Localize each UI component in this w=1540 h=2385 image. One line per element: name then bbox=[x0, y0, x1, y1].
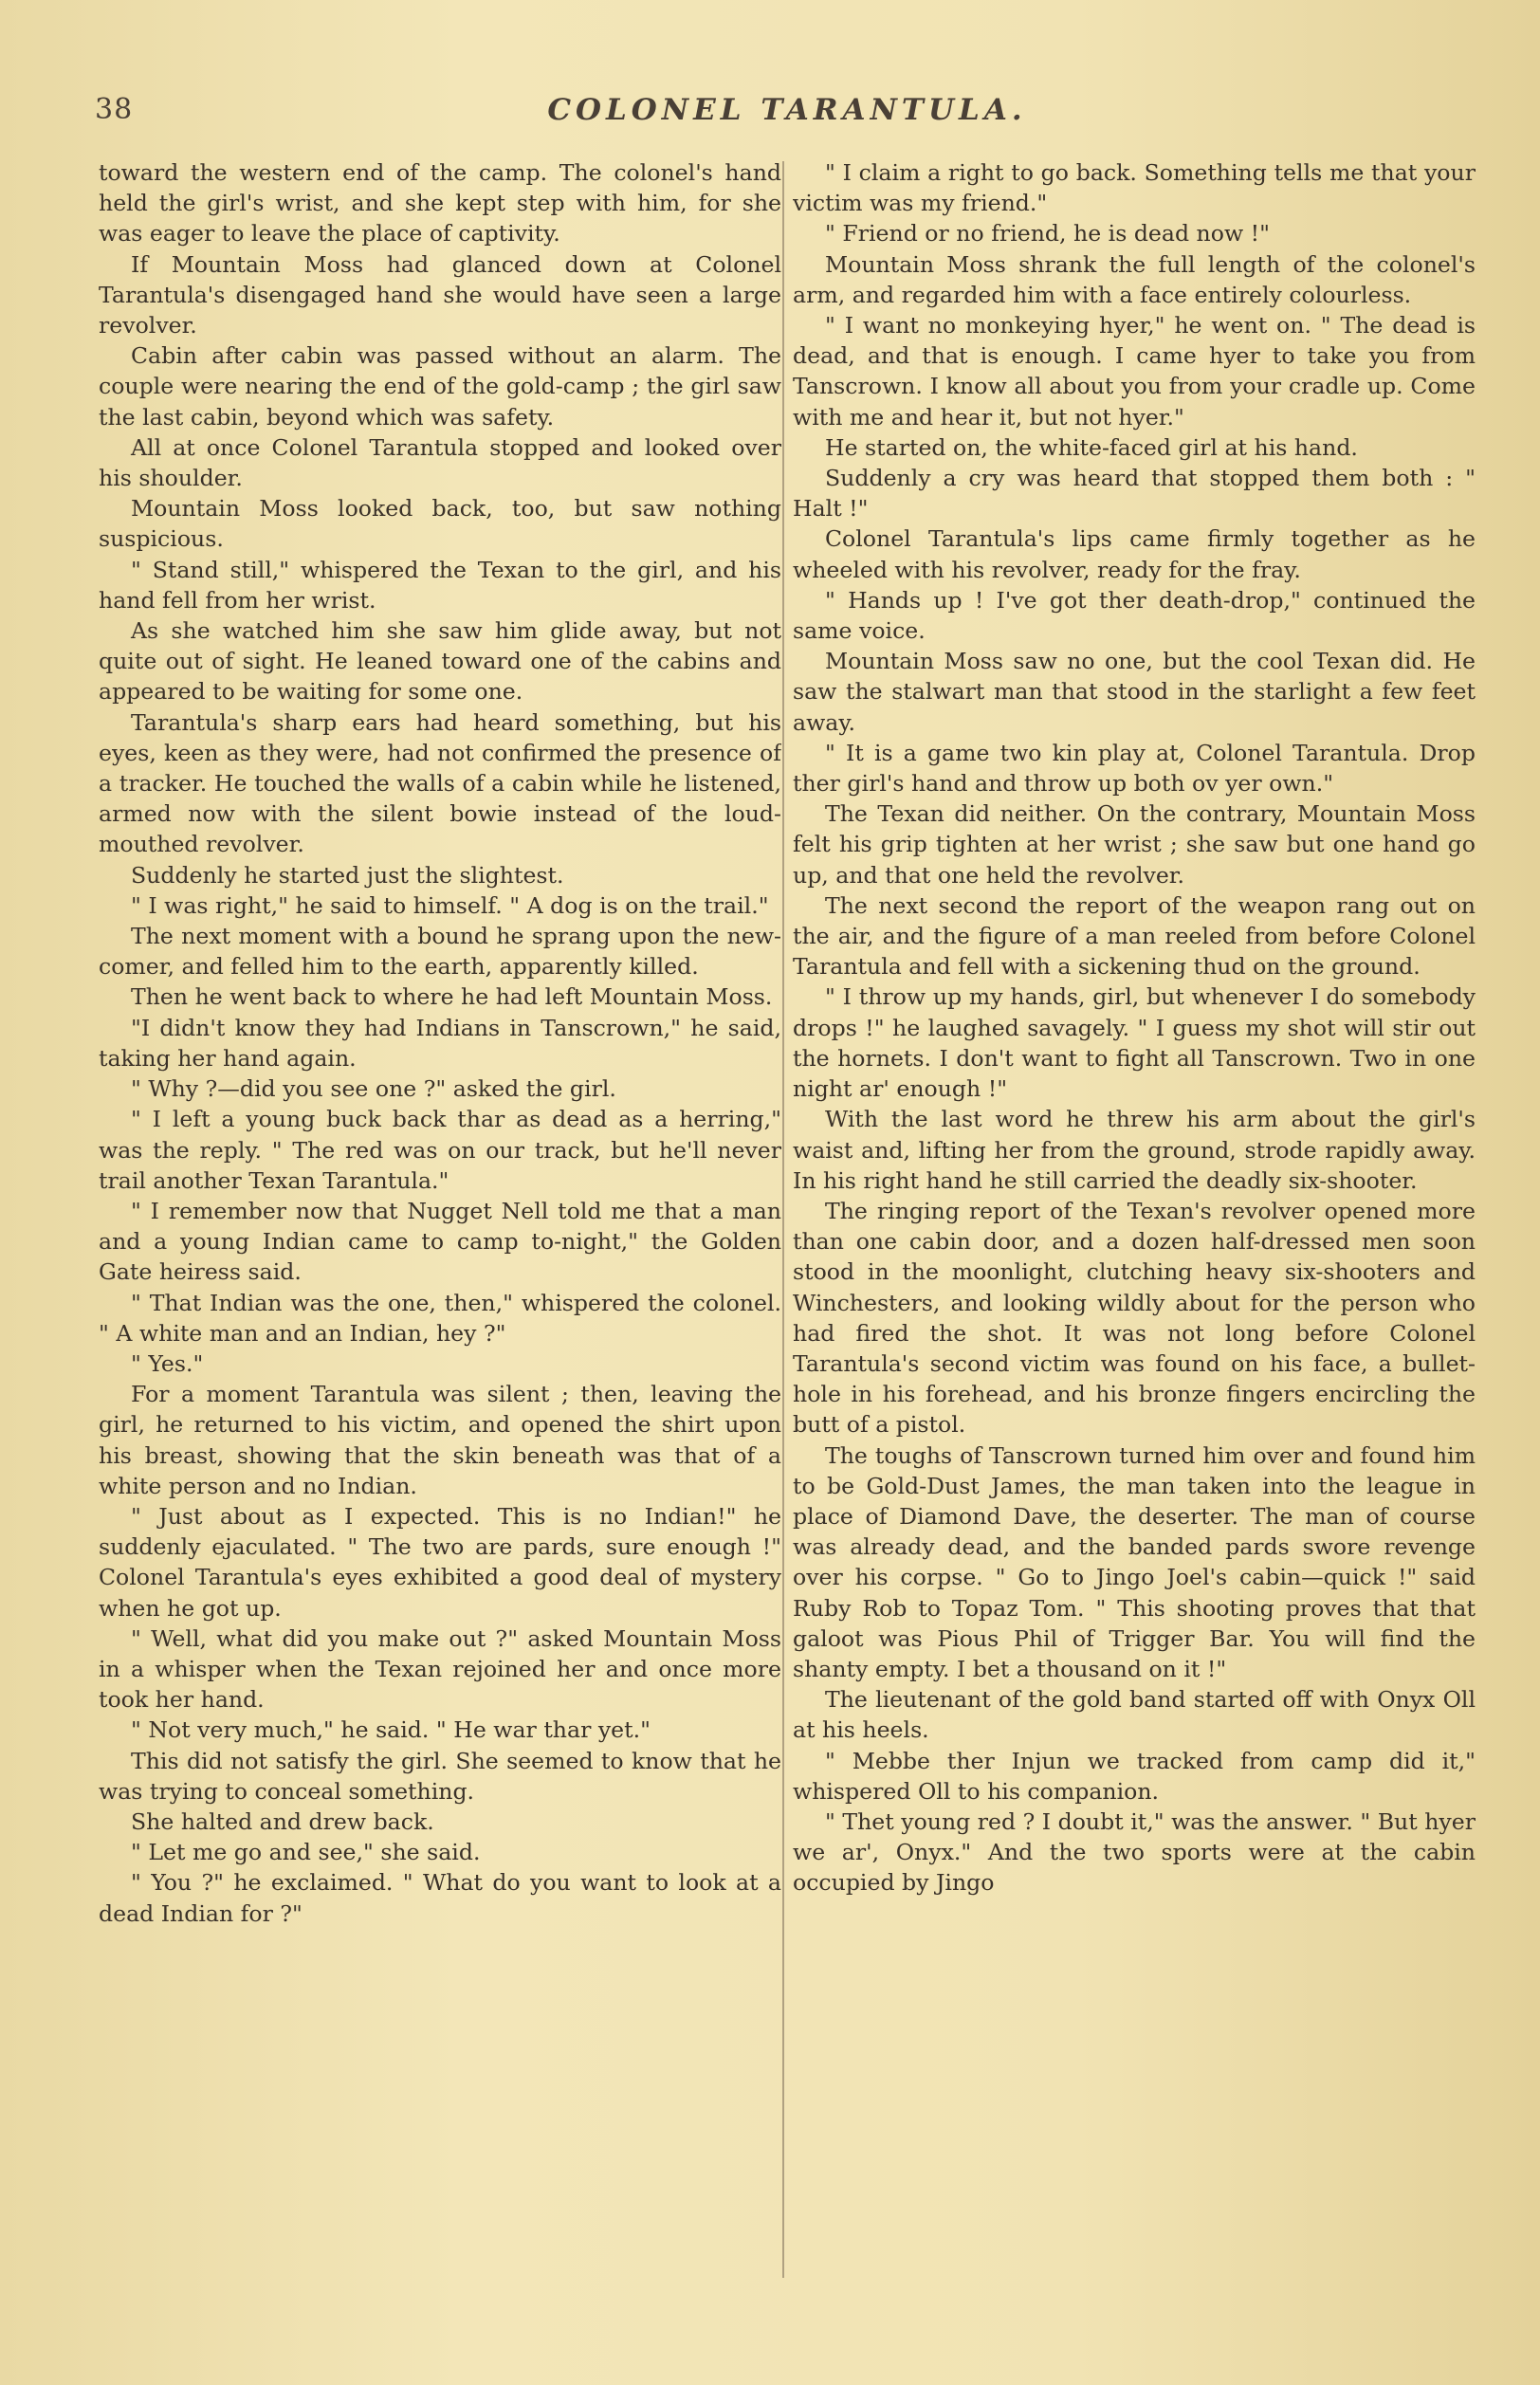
paragraph: With the last word he threw his arm about the girl's waist and, lifting her from the ground, strode rapidly away. In his right hand he still carried the deadly six-shooter. bbox=[793, 1106, 1476, 1194]
paragraph: " I was right," he said to himself. " A dog is on the trail." bbox=[131, 891, 769, 919]
paragraph: Then he went back to where he had left Mountain Moss. bbox=[131, 983, 773, 1011]
paragraph: " Mebbe ther Injun we tracked from camp did it," whispered Oll to his companion. bbox=[793, 1747, 1476, 1805]
paragraph: She halted and drew back. bbox=[131, 1807, 434, 1835]
paragraph: " I throw up my hands, girl, but whenever I do somebody drops !" he laughed savagely. " I guess my shot will stir out the hornets. I don't want to fight all Tanscrown. Two in one night ar' enough !" bbox=[793, 983, 1476, 1103]
paragraph: " I remember now that Nugget Nell told me that a man and a young Indian came to camp to-night," the Golden Gate heiress said. bbox=[99, 1197, 781, 1286]
paragraph: Tarantula's sharp ears had heard something, but his eyes, keen as they were, had not confirmed the presence of a tracker. He touched the walls of a cabin while he listened, armed now with the silent bowie instead of the loud-mouthed revolver. bbox=[99, 708, 781, 858]
page-number: 38 bbox=[95, 93, 134, 126]
paragraph: " Why ?—did you see one ?" asked the girl. bbox=[131, 1075, 616, 1103]
paragraph: " Stand still," whispered the Texan to the girl, and his hand fell from her wrist. bbox=[99, 556, 781, 614]
paragraph: " Thet young red ? I doubt it," was the answer. " But hyer we ar', Onyx." And the two sports were at the cabin occupied by Jingo bbox=[793, 1807, 1476, 1897]
left-text-column bbox=[99, 157, 781, 2282]
paragraph: " Well, what did you make out ?" asked Mountain Moss in a whisper when the Texan rejoined her and once more took her hand. bbox=[99, 1624, 781, 1714]
paragraph: " Not very much," he said. " He war thar yet." bbox=[131, 1716, 651, 1744]
paragraph: " It is a game two kin play at, Colonel Tarantula. Drop ther girl's hand and throw up both ov yer own." bbox=[793, 739, 1476, 798]
paragraph: " Let me go and see," she said. bbox=[131, 1839, 481, 1866]
paragraph: " I left a young buck back thar as dead as a herring," was the reply. " The red was on our track, but he'll never trail another Texan Tarantula." bbox=[99, 1106, 781, 1194]
paragraph: Colonel Tarantula's lips came firmly together as he wheeled with his revolver, ready for the fray. bbox=[793, 525, 1476, 583]
paragraph: Cabin after cabin was passed without an alarm. The couple were nearing the end of the gold-camp ; the girl saw the last cabin, beyond which was safety. bbox=[99, 342, 781, 431]
paragraph: The next moment with a bound he sprang upon the new-comer, and felled him to the earth, apparently killed. bbox=[99, 923, 781, 981]
paragraph: " Yes." bbox=[131, 1349, 204, 1377]
paragraph: The toughs of Tanscrown turned him over and found him to be Gold-Dust James, the man taken into the league in place of Diamond Dave, the deserter. The man of course was already dead, and the banded pards swore revenge over his corpse. " Go to Jingo Joel's cabin—quick !" said Ruby Rob to Topaz Tom. " This shooting proves that that galoot was Pious Phil of Trigger Bar. You will find the shanty empty. I bet a thousand on it !" bbox=[793, 1441, 1476, 1682]
paragraph: " You ?" he exclaimed. " What do you want to look at a dead Indian for ?" bbox=[99, 1869, 781, 1927]
paragraph: toward the western end of the camp. The colonel's hand held the girl's wrist, and she kept step with him, for she was eager to leave the place of captivity. bbox=[99, 159, 781, 248]
paragraph: The Texan did neither. On the contrary, Mountain Moss felt his grip tighten at her wrist ; she saw but one hand go up, and that one held the revolver. bbox=[793, 800, 1476, 889]
right-text-column bbox=[793, 157, 1476, 2282]
paragraph: " That Indian was the one, then," whispered the colonel. " A white man and an Indian, hey ?" bbox=[99, 1289, 781, 1347]
paragraph: If Mountain Moss had glanced down at Colonel Tarantula's disengaged hand she would have seen a large revolver. bbox=[99, 250, 781, 339]
page-header bbox=[95, 93, 1479, 137]
paragraph: The next second the report of the weapon rang out on the air, and the figure of a man reeled from before Colonel Tarantula and fell with a sickening thud on the ground. bbox=[793, 891, 1476, 981]
paragraph: "I didn't know they had Indians in Tanscrown," he said, taking her hand again. bbox=[99, 1014, 781, 1072]
paragraph: This did not satisfy the girl. She seemed to know that he was trying to conceal something. bbox=[99, 1747, 781, 1805]
paragraph: " Just about as I expected. This is no Indian!" he suddenly ejaculated. " The two are pards, sure enough !" Colonel Tarantula's eyes exhibited a good deal of mystery when he got up. bbox=[99, 1502, 781, 1622]
paragraph: Suddenly he started just the slightest. bbox=[131, 861, 564, 889]
running-title: COLONEL TARANTULA. bbox=[547, 93, 1027, 127]
paragraph: For a moment Tarantula was silent ; then, leaving the girl, he returned to his victim, and opened the shirt upon his breast, showing that the skin beneath was that of a white person and no Indian. bbox=[99, 1381, 781, 1499]
paragraph: Mountain Moss looked back, too, but saw nothing suspicious. bbox=[99, 495, 781, 553]
paragraph: " I claim a right to go back. Something tells me that your victim was my friend." bbox=[793, 159, 1476, 217]
paragraph: Mountain Moss saw no one, but the cool Texan did. He saw the stalwart man that stood in the starlight a few feet away. bbox=[793, 648, 1476, 736]
paragraph: As she watched him she saw him glide away, but not quite out of sight. He leaned toward one of the cabins and appeared to be waiting for some one. bbox=[99, 617, 781, 706]
paragraph: " Friend or no friend, he is dead now !" bbox=[825, 220, 1270, 248]
paragraph: " Hands up ! I've got ther death-drop," continued the same voice. bbox=[793, 586, 1476, 645]
paragraph: He started on, the white-faced girl at his hand. bbox=[825, 433, 1358, 461]
paragraph: Suddenly a cry was heard that stopped them both : " Halt !" bbox=[793, 465, 1476, 523]
paragraph: The lieutenant of the gold band started off with Onyx Oll at his heels. bbox=[793, 1686, 1476, 1744]
paragraph: All at once Colonel Tarantula stopped and looked over his shoulder. bbox=[99, 433, 781, 492]
paragraph: The ringing report of the Texan's revolver opened more than one cabin door, and a dozen half-dressed men soon stood in the moonlight, clutching heavy six-shooters and Winchesters, and looking wildly about for the person who had fired the shot. It was not long before Colonel Tarantula's second victim was found on his face, a bullet-hole in his forehead, and his bronze fingers encircling the butt of a pistol. bbox=[793, 1197, 1476, 1439]
paragraph: " I want no monkeying hyer," he went on. " The dead is dead, and that is enough. I came hyer to take you from Tanscrown. I know all about you from your cradle up. Come with me and hear it, but not hyer." bbox=[793, 312, 1476, 431]
paragraph: Mountain Moss shrank the full length of the colonel's arm, and regarded him with a face entirely colourless. bbox=[793, 250, 1476, 308]
column-divider bbox=[782, 161, 784, 2278]
